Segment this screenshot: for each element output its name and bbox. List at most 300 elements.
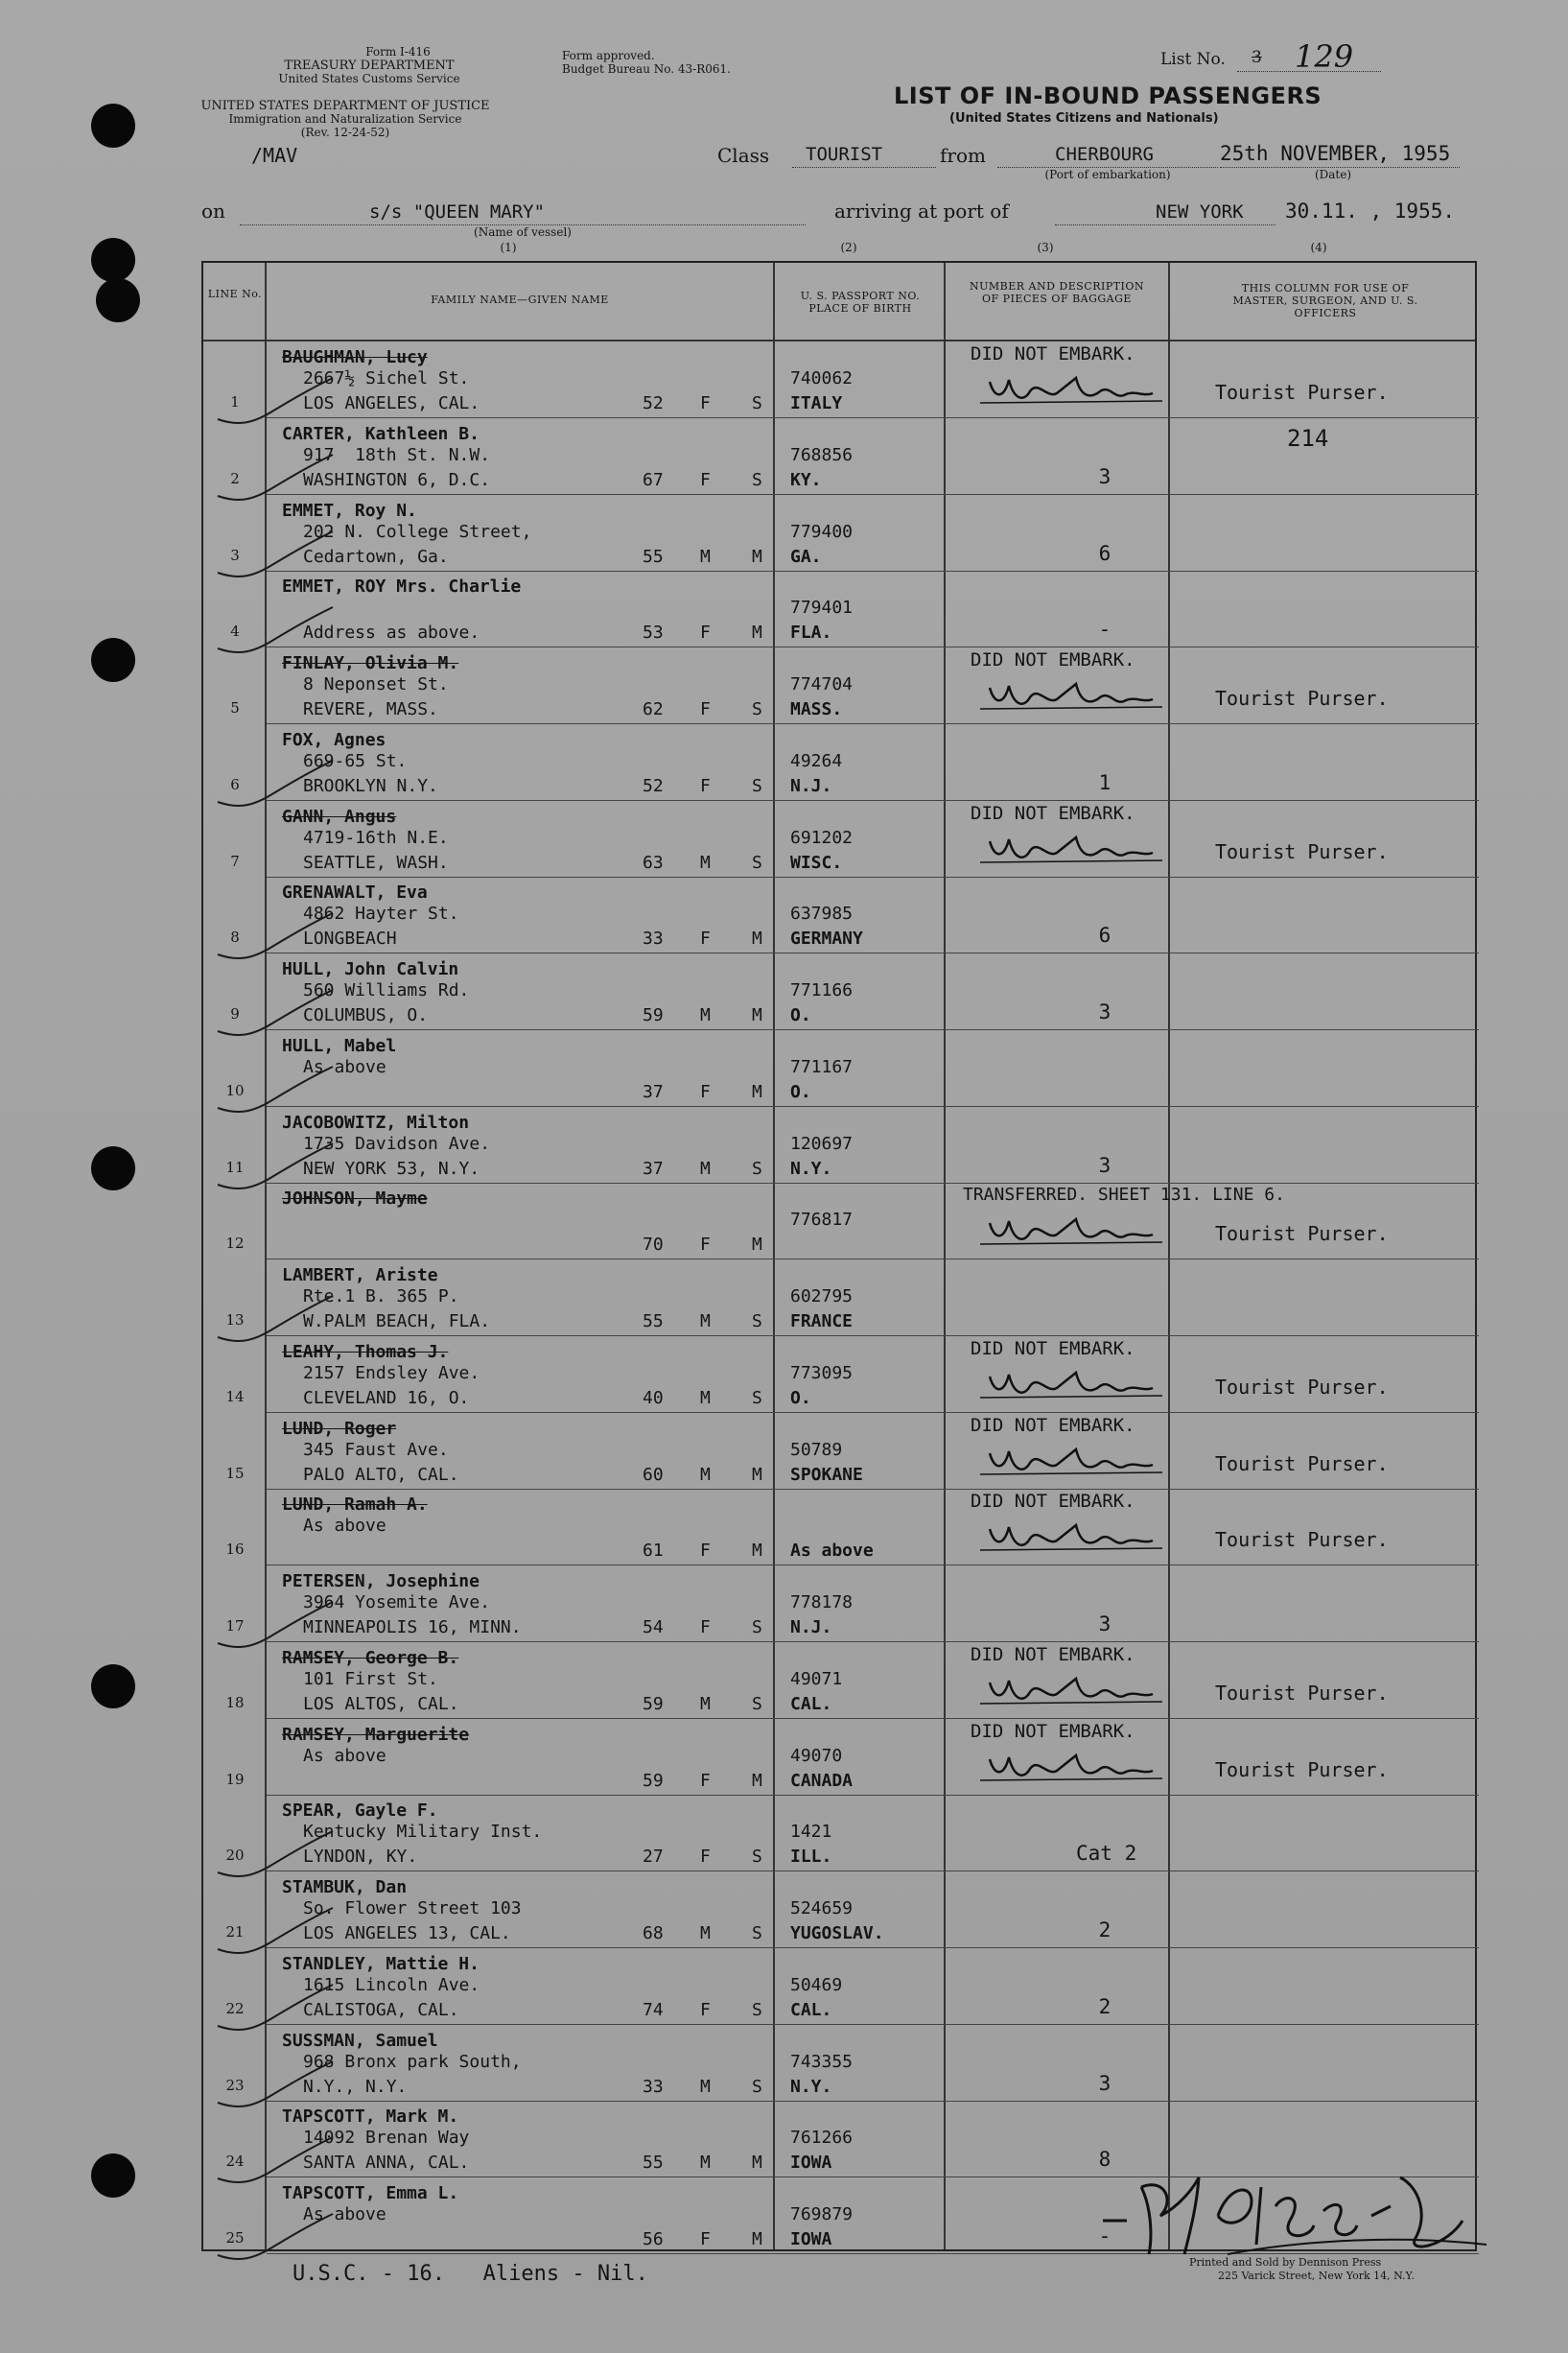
- passport-number: 691202: [790, 827, 854, 848]
- passenger-name: FOX, Agnes: [282, 729, 386, 750]
- purser-signature: [971, 370, 1182, 409]
- sex: F: [700, 393, 711, 413]
- passport-number: 50469: [790, 1974, 843, 1995]
- place-of-birth: O.: [790, 1081, 811, 1102]
- age: 62: [643, 699, 664, 719]
- address-line-2: MINNEAPOLIS 16, MINN.: [303, 1617, 522, 1637]
- line-number: 10: [225, 1081, 245, 1099]
- address-line-2: WASHINGTON 6, D.C.: [303, 469, 491, 490]
- address-line-1: 3964 Yosemite Ave.: [303, 1592, 491, 1612]
- purser-signature: [971, 1212, 1182, 1250]
- place-of-birth: ITALY: [790, 393, 843, 413]
- pen-check-mark: [213, 2212, 338, 2270]
- passenger-name: RAMSEY, Marguerite: [282, 1724, 470, 1745]
- passenger-name: LEAHY, Thomas J.: [282, 1341, 449, 1362]
- class-label: Class: [717, 144, 770, 167]
- line-number: 18: [225, 1693, 245, 1711]
- marital-status: M: [752, 623, 762, 644]
- initials: /MAV: [251, 144, 298, 167]
- marital-status: S: [752, 1923, 762, 1943]
- baggage-count: 3: [1098, 1612, 1112, 1635]
- class-underline: [792, 167, 936, 168]
- marital-status: M: [752, 1541, 762, 1562]
- age: 27: [643, 1847, 664, 1868]
- punch-hole: [91, 104, 135, 148]
- passenger-name: JACOBOWITZ, Milton: [282, 1112, 470, 1133]
- place-of-birth: FLA.: [790, 623, 832, 644]
- passport-number: 771167: [790, 1056, 854, 1077]
- sex: M: [700, 1311, 711, 1331]
- address-line-2: LONGBEACH: [303, 929, 397, 950]
- age: 60: [643, 1464, 664, 1485]
- baggage-count: 8: [1098, 2148, 1112, 2172]
- address-line-1: 4862 Hayter St.: [303, 904, 459, 925]
- list-no-label: List No.: [1160, 50, 1226, 69]
- address-line-1: 669-65 St.: [303, 750, 408, 771]
- sex: M: [700, 2076, 711, 2097]
- passenger-name: PETERSEN, Josephine: [282, 1571, 480, 1591]
- place-of-birth: WISC.: [790, 852, 843, 873]
- marital-status: S: [752, 775, 762, 796]
- col1-num: (1): [500, 241, 517, 254]
- sex: F: [700, 1235, 711, 1256]
- passport-number: 774704: [790, 674, 854, 694]
- purser-signature: [971, 1442, 1182, 1480]
- baggage-count: 3: [1098, 464, 1112, 488]
- vessel-name: s/s "QUEEN MARY": [369, 201, 546, 223]
- punch-hole: [96, 278, 140, 322]
- printer-name: Printed and Sold by Dennison Press: [1189, 2256, 1382, 2269]
- age: 37: [643, 1081, 664, 1102]
- address-line-2: SANTA ANNA, CAL.: [303, 2153, 470, 2174]
- age: 70: [643, 1235, 664, 1256]
- passport-number: 773095: [790, 1362, 854, 1383]
- line-number: 7: [230, 852, 240, 870]
- age: 33: [643, 929, 664, 950]
- sex: F: [700, 1617, 711, 1637]
- officer-note: DID NOT EMBARK.: [971, 1414, 1135, 1436]
- age: 33: [643, 2076, 664, 2097]
- line-number: 2: [230, 469, 240, 487]
- list-subtitle: (United States Citizens and Nationals): [949, 111, 1219, 126]
- address-line-2: LOS ALTOS, CAL.: [303, 1693, 459, 1714]
- passenger-name: FINLAY, Olivia M.: [282, 653, 459, 673]
- address-line-2: LYNDON, KY.: [303, 1847, 418, 1868]
- purser-signature: [971, 1748, 1182, 1786]
- punch-hole: [91, 2153, 135, 2198]
- table-row: [203, 2025, 1479, 2102]
- table-row: [203, 1948, 1479, 2025]
- passport-number: 769879: [790, 2204, 854, 2224]
- officer-note: DID NOT EMBARK.: [971, 1643, 1135, 1665]
- age: 59: [643, 1693, 664, 1714]
- marital-status: M: [752, 546, 762, 567]
- officer-note: 214: [1287, 424, 1329, 452]
- age: 55: [643, 2153, 664, 2174]
- from-label: from: [940, 144, 986, 167]
- marital-status: S: [752, 1311, 762, 1331]
- marital-status: M: [752, 1235, 762, 1256]
- age: 37: [643, 1158, 664, 1179]
- sex: F: [700, 469, 711, 490]
- baggage-count: 2: [1098, 1918, 1112, 1941]
- marital-status: M: [752, 1005, 762, 1025]
- marital-status: S: [752, 1847, 762, 1868]
- place-of-birth: GA.: [790, 546, 822, 567]
- budget-bureau: Budget Bureau No. 43-R061.: [562, 62, 731, 76]
- baggage-count: -: [1098, 618, 1112, 642]
- age: 68: [643, 1923, 664, 1943]
- address-line-2: W.PALM BEACH, FLA.: [303, 1311, 491, 1331]
- address-line-1: 1615 Lincoln Ave.: [303, 1974, 480, 1995]
- col-header-line: LINE No.: [207, 288, 263, 300]
- marital-status: S: [752, 393, 762, 413]
- address-line-1: As above: [303, 1516, 386, 1537]
- line-number: 16: [225, 1541, 245, 1559]
- place-of-birth: IOWA: [790, 2153, 832, 2174]
- sex: M: [700, 1923, 711, 1943]
- line-number: 3: [230, 546, 240, 564]
- place-of-birth: YUGOSLAV.: [790, 1923, 884, 1943]
- sex: F: [700, 1770, 711, 1791]
- sex: M: [700, 1158, 711, 1179]
- address-line-1: 14092 Brenan Way: [303, 2128, 470, 2149]
- place-of-birth: FRANCE: [790, 1311, 854, 1331]
- col3-num: (3): [1037, 241, 1054, 254]
- marital-status: S: [752, 1693, 762, 1714]
- passport-number: 740062: [790, 368, 854, 388]
- passport-number: 768856: [790, 444, 854, 465]
- port-embark: CHERBOURG: [1055, 144, 1154, 165]
- passport-number: 50789: [790, 1439, 843, 1460]
- address-line-2: Address as above.: [303, 623, 480, 644]
- col-header-officers: THIS COLUMN FOR USE OF MASTER, SURGEON, AND U. S. OFFICERS: [1232, 282, 1418, 319]
- purser-note: Tourist Purser.: [1215, 1757, 1389, 1781]
- age: 63: [643, 852, 664, 873]
- purser-signature: [971, 830, 1182, 868]
- address-line-2: N.Y., N.Y.: [303, 2076, 408, 2097]
- ins-service: Immigration and Naturalization Service: [228, 112, 462, 126]
- sex: F: [700, 699, 711, 719]
- passenger-name: SPEAR, Gayle F.: [282, 1800, 438, 1822]
- marital-status: S: [752, 1158, 762, 1179]
- table-row: [203, 647, 1479, 724]
- address-line-2: PALO ALTO, CAL.: [303, 1464, 459, 1485]
- baggage-count: -: [1098, 2224, 1112, 2247]
- line-number: 5: [230, 699, 240, 717]
- table-row: [203, 1259, 1479, 1336]
- age: 55: [643, 546, 664, 567]
- passenger-name: SUSSMAN, Samuel: [282, 2030, 438, 2051]
- address-line-1: 2667½ Sichel St.: [303, 368, 470, 388]
- line-number: 15: [225, 1464, 245, 1482]
- place-of-birth: O.: [790, 1387, 811, 1408]
- address-line-1: So. Flower Street 103: [303, 1898, 522, 1918]
- passport-number: 1421: [790, 1822, 832, 1843]
- passport-number: 761266: [790, 2128, 854, 2149]
- on-label: on: [201, 200, 225, 223]
- address-line-2: BROOKLYN N.Y.: [303, 775, 438, 796]
- baggage-count: 6: [1098, 924, 1112, 948]
- passport-number: 120697: [790, 1133, 854, 1154]
- officer-note: DID NOT EMBARK.: [971, 802, 1135, 824]
- baggage-count: 3: [1098, 2071, 1112, 2095]
- place-of-birth: CAL.: [790, 1693, 832, 1714]
- address-line-2: CALISTOGA, CAL.: [303, 1999, 459, 2020]
- table-row: [203, 1489, 1479, 1565]
- table-row: [203, 1565, 1479, 1642]
- age: 67: [643, 469, 664, 490]
- marital-status: S: [752, 1617, 762, 1637]
- address-line-1: 560 Williams Rd.: [303, 980, 470, 1000]
- officer-note: DID NOT EMBARK.: [971, 1720, 1135, 1742]
- passport-number: 776817: [790, 1210, 854, 1231]
- address-line-1: 101 First St.: [303, 1668, 438, 1689]
- line-number: 23: [225, 2076, 245, 2094]
- passenger-name: RAMSEY, George B.: [282, 1647, 459, 1668]
- table-row: [203, 1871, 1479, 1948]
- address-line-1: 8 Neponset St.: [303, 674, 449, 694]
- age: 74: [643, 1999, 664, 2020]
- place-of-birth: N.J.: [790, 775, 832, 796]
- table-row: [203, 801, 1479, 878]
- table-row: [203, 1030, 1479, 1107]
- passenger-name: GRENAWALT, Eva: [282, 882, 428, 904]
- officer-note: DID NOT EMBARK.: [971, 343, 1135, 365]
- table-row: [203, 1795, 1479, 1871]
- baggage-count: Cat 2: [1076, 1842, 1137, 1866]
- passenger-name: TAPSCOTT, Mark M.: [282, 2106, 459, 2128]
- line-number: 20: [225, 1847, 245, 1865]
- line-number: 1: [230, 393, 240, 411]
- officer-note: DID NOT EMBARK.: [971, 1491, 1135, 1513]
- table-row: [203, 1183, 1479, 1259]
- passenger-name: STAMBUK, Dan: [282, 1877, 408, 1897]
- sex: F: [700, 1081, 711, 1102]
- address-line-1: Rte.1 B. 365 P.: [303, 1286, 459, 1306]
- passport-number: 49071: [790, 1668, 843, 1689]
- passport-number: 778178: [790, 1592, 854, 1612]
- age: 54: [643, 1617, 664, 1637]
- passenger-name: CARTER, Kathleen B.: [282, 423, 480, 444]
- sex: M: [700, 1693, 711, 1714]
- arriving-label: arriving at port of: [834, 200, 1009, 223]
- table-row: [203, 1107, 1479, 1184]
- passenger-name: EMMET, ROY Mrs. Charlie: [282, 576, 522, 598]
- sex: F: [700, 1847, 711, 1868]
- passport-number: 637985: [790, 904, 854, 925]
- passenger-name: JOHNSON, Mayme: [282, 1188, 428, 1210]
- line-number: 17: [225, 1617, 245, 1635]
- col-header-name: FAMILY NAME—GIVEN NAME: [431, 294, 609, 306]
- address-line-2: NEW YORK 53, N.Y.: [303, 1158, 480, 1179]
- purser-signature: [971, 676, 1182, 715]
- line-number: 19: [225, 1770, 245, 1788]
- place-of-birth: CANADA: [790, 1770, 854, 1791]
- purser-note: Tourist Purser.: [1215, 1451, 1389, 1475]
- vessel-caption: (Name of vessel): [474, 225, 572, 239]
- baggage-count: 3: [1098, 1153, 1112, 1177]
- arrival-date: 30.11. , 1955.: [1285, 200, 1456, 223]
- purser-signature: [971, 1671, 1182, 1709]
- officer-signature: [1084, 2149, 1506, 2273]
- table-row: [203, 1336, 1479, 1413]
- line-number: 25: [225, 2229, 245, 2247]
- line-number: 13: [225, 1311, 245, 1329]
- line-number: 11: [225, 1158, 245, 1176]
- sex: M: [700, 546, 711, 567]
- line-number: 21: [225, 1923, 245, 1941]
- address-line-2: Cedartown, Ga.: [303, 546, 449, 567]
- place-of-birth: As above: [790, 1541, 874, 1562]
- punch-hole: [91, 1664, 135, 1708]
- passenger-name: LAMBERT, Ariste: [282, 1265, 438, 1285]
- sex: M: [700, 1005, 711, 1025]
- sex: M: [700, 852, 711, 873]
- marital-status: M: [752, 929, 762, 950]
- baggage-count: 1: [1098, 770, 1112, 794]
- place-of-birth: GERMANY: [790, 929, 863, 950]
- col4-num: (4): [1310, 241, 1327, 254]
- marital-status: M: [752, 1770, 762, 1791]
- line-number: 22: [225, 1999, 245, 2017]
- place-of-birth: KY.: [790, 469, 822, 490]
- sex: M: [700, 1464, 711, 1485]
- age: 52: [643, 775, 664, 796]
- passport-number: 524659: [790, 1898, 854, 1918]
- address-line-1: 968 Bronx park South,: [303, 2051, 522, 2072]
- marital-status: M: [752, 1081, 762, 1102]
- passenger-name: EMMET, Roy N.: [282, 500, 417, 521]
- baggage-count: 6: [1098, 541, 1112, 565]
- punch-hole: [91, 238, 135, 282]
- age: 53: [643, 623, 664, 644]
- date-caption: (Date): [1314, 168, 1352, 181]
- address-line-2: CLEVELAND 16, O.: [303, 1387, 470, 1408]
- age: 56: [643, 2229, 664, 2249]
- line-number: 8: [230, 929, 240, 947]
- treasury-dept: TREASURY DEPARTMENT: [284, 59, 455, 73]
- address-line-2: COLUMBUS, O.: [303, 1005, 429, 1025]
- officer-note: TRANSFERRED. SHEET 131. LINE 6.: [963, 1185, 1285, 1206]
- sex: F: [700, 623, 711, 644]
- printer-address: 225 Varick Street, New York 14, N.Y.: [1218, 2270, 1415, 2282]
- customs-service: United States Customs Service: [278, 72, 460, 85]
- address-line-1: 917 18th St. N.W.: [303, 444, 491, 465]
- punch-hole: [91, 1146, 135, 1190]
- place-of-birth: IOWA: [790, 2229, 832, 2249]
- form-number: Form I-416: [365, 45, 431, 59]
- marital-status: M: [752, 2153, 762, 2174]
- passenger-name: BAUGHMAN, Lucy: [282, 347, 428, 367]
- passenger-name: LUND, Ramah A.: [282, 1494, 428, 1516]
- purser-signature: [971, 1518, 1182, 1556]
- passport-number: 779401: [790, 598, 854, 619]
- age: 61: [643, 1541, 664, 1562]
- marital-status: S: [752, 1387, 762, 1408]
- marital-status: M: [752, 1464, 762, 1485]
- sex: F: [700, 775, 711, 796]
- passenger-name: HULL, Mabel: [282, 1035, 397, 1056]
- punch-hole: [91, 638, 135, 682]
- purser-note: Tourist Purser.: [1215, 839, 1389, 863]
- passenger-name: STANDLEY, Mattie H.: [282, 1953, 480, 1974]
- table-row: [203, 341, 1479, 418]
- line-number: 12: [225, 1235, 245, 1253]
- purser-note: Tourist Purser.: [1215, 1681, 1389, 1705]
- col2-num: (2): [840, 241, 857, 254]
- sex: M: [700, 1387, 711, 1408]
- place-of-birth: CAL.: [790, 1999, 832, 2020]
- address-line-1: 2157 Endsley Ave.: [303, 1362, 480, 1383]
- purser-signature: [971, 1365, 1182, 1403]
- col-header-baggage: NUMBER AND DESCRIPTION OF PIECES OF BAGGAGE: [969, 280, 1145, 305]
- line-number: 6: [230, 775, 240, 793]
- line-number: 14: [225, 1387, 245, 1405]
- arrival-port: NEW YORK: [1156, 201, 1244, 223]
- place-of-birth: N.Y.: [790, 1158, 832, 1179]
- marital-status: M: [752, 2229, 762, 2249]
- purser-note: Tourist Purser.: [1215, 1528, 1389, 1552]
- class-value: TOURIST: [806, 144, 883, 165]
- list-no-value: 129: [1295, 38, 1354, 75]
- list-no-struck: 3: [1252, 48, 1262, 67]
- col-header-passport: U. S. PASSPORT NO. PLACE OF BIRTH: [800, 290, 921, 315]
- passenger-name: LUND, Roger: [282, 1418, 397, 1439]
- marital-status: S: [752, 852, 762, 873]
- passport-number: 49070: [790, 1745, 843, 1766]
- place-of-birth: O.: [790, 1005, 811, 1025]
- port-caption: (Port of embarkation): [1044, 168, 1171, 181]
- line-number: 9: [230, 1005, 240, 1023]
- justice-dept: UNITED STATES DEPARTMENT OF JUSTICE: [200, 99, 490, 113]
- passport-number: 49264: [790, 750, 843, 771]
- form-approved: Form approved.: [562, 49, 655, 62]
- purser-note: Tourist Purser.: [1215, 1222, 1389, 1246]
- place-of-birth: N.J.: [790, 1617, 832, 1637]
- footer-summary: U.S.C. - 16. Aliens - Nil.: [293, 2262, 648, 2286]
- line-number: 24: [225, 2153, 245, 2171]
- place-of-birth: SPOKANE: [790, 1464, 863, 1485]
- baggage-count: 2: [1098, 1994, 1112, 2018]
- address-line-1: 1735 Davidson Ave.: [303, 1133, 491, 1154]
- line-number: 4: [230, 623, 240, 641]
- sex: M: [700, 2153, 711, 2174]
- place-of-birth: N.Y.: [790, 2076, 832, 2097]
- address-line-1: 345 Faust Ave.: [303, 1439, 449, 1460]
- age: 59: [643, 1005, 664, 1025]
- sex: F: [700, 929, 711, 950]
- arrival-underline: [1055, 224, 1275, 225]
- passport-number: 743355: [790, 2051, 854, 2072]
- table-row: [203, 953, 1479, 1030]
- age: 59: [643, 1770, 664, 1791]
- sex: F: [700, 1999, 711, 2020]
- address-line-1: 202 N. College Street,: [303, 521, 532, 542]
- table-row: [203, 571, 1479, 647]
- purser-note: Tourist Purser.: [1215, 687, 1389, 710]
- marital-status: S: [752, 699, 762, 719]
- passport-number: 779400: [790, 521, 854, 542]
- address-line-2: LOS ANGELES 13, CAL.: [303, 1923, 511, 1943]
- purser-note: Tourist Purser.: [1215, 381, 1389, 404]
- purser-note: Tourist Purser.: [1215, 1375, 1389, 1399]
- marital-status: S: [752, 2076, 762, 2097]
- passenger-name: HULL, John Calvin: [282, 959, 459, 979]
- place-of-birth: ILL.: [790, 1847, 832, 1868]
- sex: F: [700, 2229, 711, 2249]
- list-no-underline: [1237, 71, 1381, 72]
